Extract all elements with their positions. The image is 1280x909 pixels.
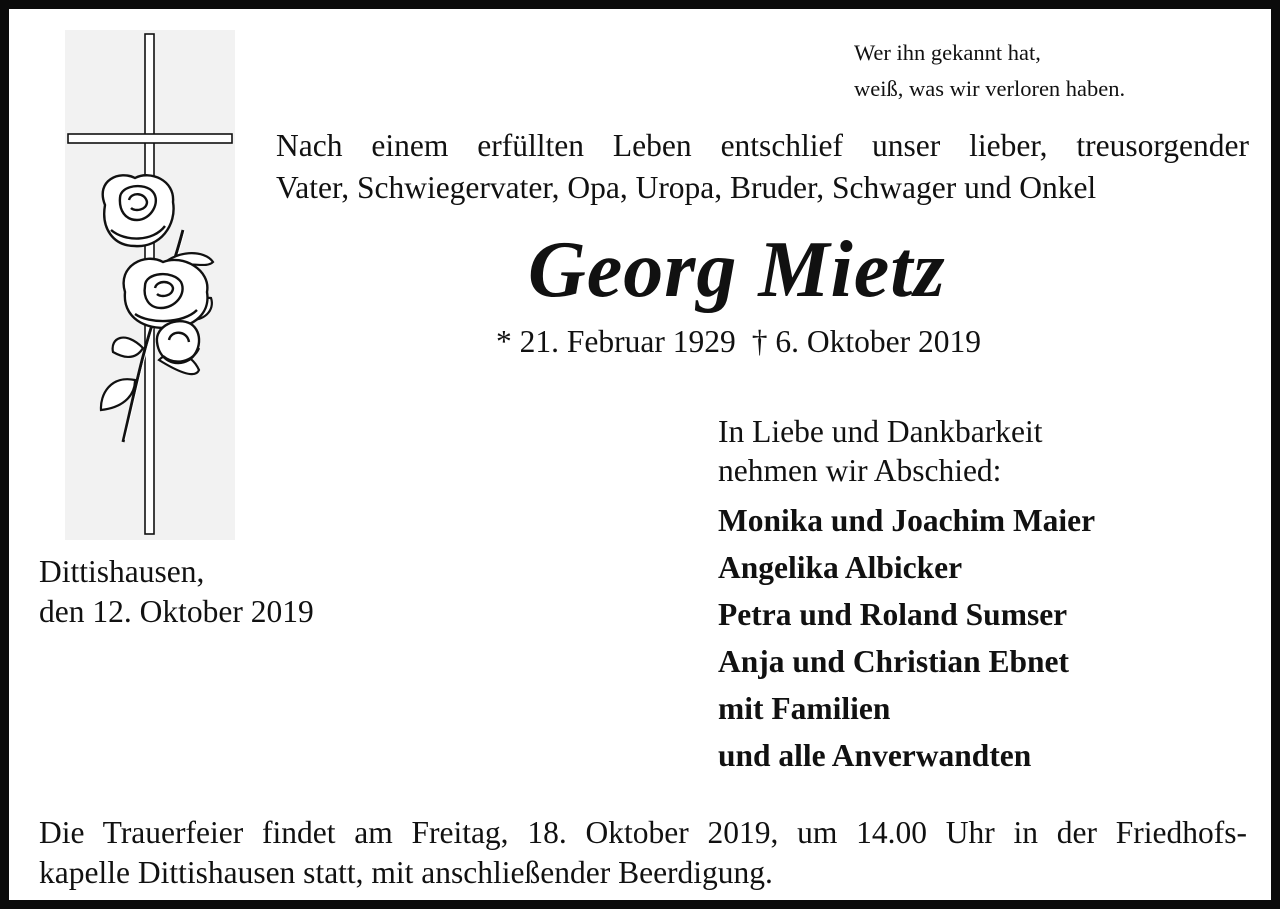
mourner-item: Monika und Joachim Maier [718, 503, 1096, 538]
funeral-notice-line: Die Trauerfeier findet am Freitag, 18. Oktober 2019, um 14.00 Uhr in der Friedhofs- [39, 815, 1247, 850]
death-date: † 6. Oktober 2019 [751, 324, 981, 359]
mourning-intro-line: In Liebe und Dankbarkeit [718, 414, 1043, 449]
mourners-list [718, 497, 1095, 779]
intro-text [276, 125, 1249, 209]
deceased-name: Georg Mietz [528, 226, 946, 314]
mourner-item: Angelika Albicker [718, 550, 963, 585]
mourning-intro [718, 412, 1043, 490]
mourner-item: Anja und Christian Ebnet [718, 644, 1069, 679]
place-and-date [39, 552, 314, 632]
birth-date: * 21. Februar 1929 [496, 324, 736, 359]
place: Dittishausen, [39, 554, 205, 589]
intro-line: Vater, Schwiegervater, Opa, Uropa, Bruder, Schwager und Onkel [276, 170, 1097, 205]
mourner-item: und alle Anverwandten [718, 738, 1032, 773]
motto-line: Wer ihn gekannt hat, [854, 40, 1041, 65]
intro-line: Nach einem erfüllten Leben entschlief unser lieber, treusorgender [276, 128, 1249, 163]
life-dates [496, 320, 981, 364]
funeral-notice [39, 813, 1247, 893]
mourner-item: Petra und Roland Sumser [718, 597, 1068, 632]
motto-quote [854, 35, 1125, 107]
motto-line: weiß, was wir verloren haben. [854, 76, 1126, 101]
mourning-intro-line: nehmen wir Abschied: [718, 453, 1002, 488]
mourner-item: mit Familien [718, 691, 891, 726]
funeral-notice-line: kapelle Dittishausen statt, mit anschließender Beerdigung. [39, 855, 773, 890]
date: den 12. Oktober 2019 [39, 594, 314, 629]
